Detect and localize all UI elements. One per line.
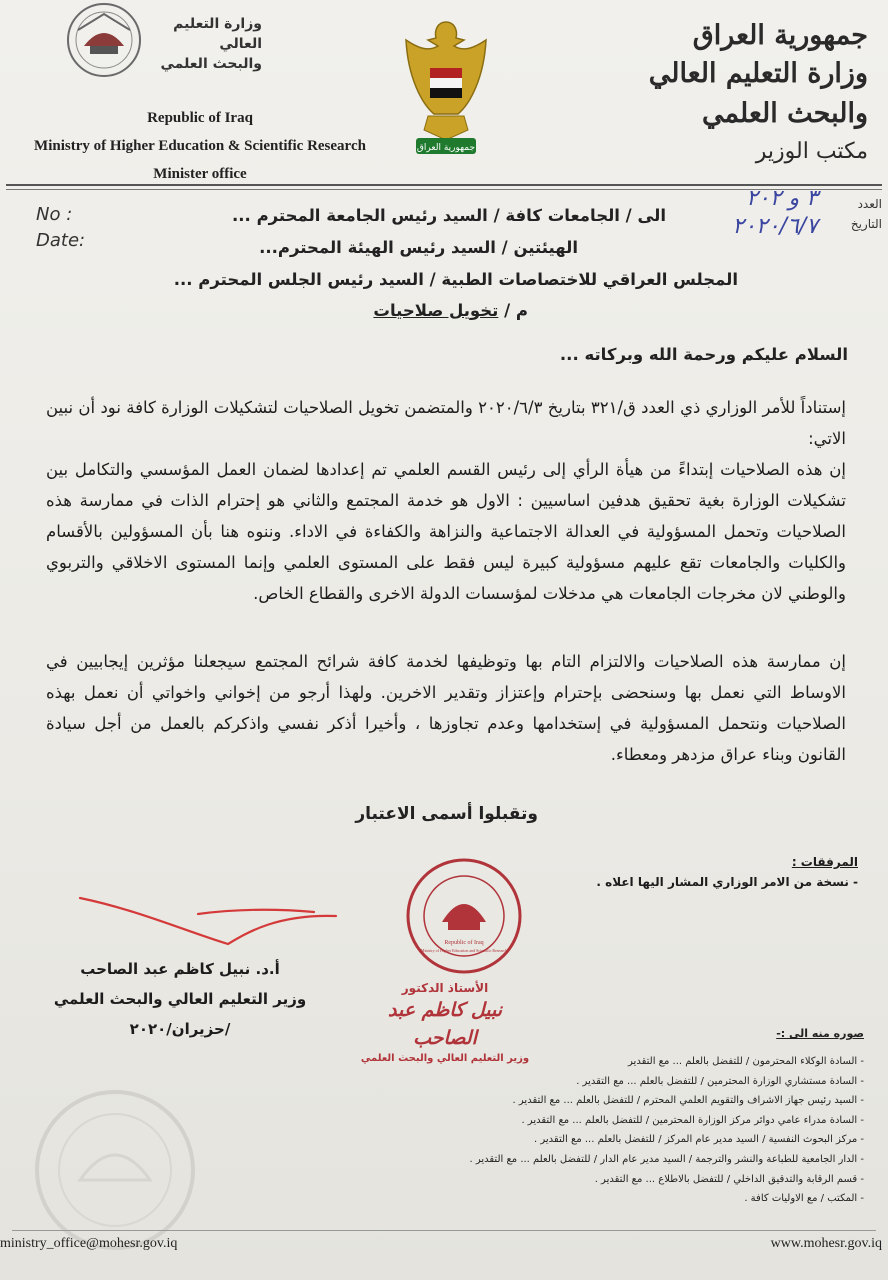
subject-prefix: م / — [504, 301, 528, 320]
copy-recipient: - الدار الجامعية للطباعة والنشر والترجمة / السيد مدير عام الدار / للتفضل بالعلم ... مع التقدير . — [469, 1153, 864, 1165]
arabic-ministry: وزارة التعليم العالي والبحث العلمي — [648, 58, 868, 129]
ministry-red-seal-icon — [404, 856, 524, 976]
date-label-ar: التاريخ — [850, 217, 882, 231]
footer-website: www.mohesr.gov.iq — [770, 1236, 882, 1251]
copy-recipient: - السادة مستشاري الوزارة المحترمين / للتفضل بالعلم ... مع التقدير . — [576, 1075, 864, 1087]
attachments-label: المرفقات : — [791, 855, 858, 869]
english-ministry: Ministry of Higher Education & Scientific Research — [34, 138, 366, 154]
ref-labels-ar — [822, 194, 882, 234]
attachments-block — [558, 852, 858, 892]
embossed-seal-icon — [20, 1080, 210, 1250]
greeting: السلام عليكم ورحمة الله وبركاته ... — [559, 345, 848, 364]
subject-text: تخويل صلاحيات — [373, 301, 499, 320]
copy-recipient: - السادة مدراء عامي دوائر مركز الوزارة المحترمين / للتفضل بالعلم ... مع التقدير . — [521, 1114, 864, 1126]
body-paragraph: إن ممارسة هذه الصلاحيات والالتزام التام بها وتوظيفها لخدمة كافة شرائح المجتمع سيجعلنا مؤثرين إيجابيين في الاوساط التي نعمل بها وسنحضى بإحترام وإعتزاز وتقدير الاخرين. ولهذا أرجو من إخواني واخواتي أن نعمل بهذه الصلاحيات ونتحمل المسؤولية في إستخدامها وعدم تجاوزها ، وأخيرا أذكر نفسي واذكركم بالعمل من أجل سيادة القانون وبناء عراق مزدهر ومعطاء. — [46, 652, 846, 764]
footer-email: ministry_office@mohesr.gov.iq — [0, 1236, 178, 1251]
ref-labels-en — [36, 202, 126, 254]
no-label-ar: العدد — [857, 197, 882, 211]
handwritten-signature-icon — [78, 892, 338, 952]
signer-title: وزير التعليم العالي والبحث العلمي — [53, 990, 307, 1008]
arabic-letterhead — [608, 18, 868, 170]
copy-recipient: - السيد رئيس جهاز الاشراف والتقويم العلمي المحترم / للتفضل بالعلم ... مع التقدير . — [512, 1095, 864, 1107]
signer-name: أ.د. نبيل كاظم عبد الصاحب — [80, 960, 280, 978]
ref-number-value: ٣ و ٢٠٢ — [746, 186, 818, 211]
ref-date-value: ٢٠٢٠/٦/٧ — [732, 214, 818, 239]
iraq-eagle-emblem-icon — [398, 18, 494, 158]
stamp-title: الأستاذ الدكتور — [401, 981, 489, 995]
footer-divider — [12, 1230, 876, 1231]
subject-line — [228, 296, 528, 326]
english-office: Minister office — [153, 166, 247, 182]
attachment-item: - نسخة من الامر الوزاري المشار اليها اعلاه . — [596, 875, 858, 889]
english-letterhead — [0, 104, 400, 188]
copies-list — [404, 1052, 864, 1209]
no-label-en: No : — [36, 204, 73, 225]
copy-recipient: - المكتب / مع الاوليات كافة . — [744, 1193, 864, 1205]
addressee-line: الهيئتين / السيد رئيس الهيئة المحترم... — [259, 238, 578, 257]
copy-recipient: - قسم الرقابة والتدقيق الداخلي / للتفضل بالاطلاع ... مع التقدير . — [594, 1173, 864, 1185]
eagle-banner-text: جمهورية العراق — [416, 143, 476, 153]
body-paragraph: إن هذه الصلاحيات إبتداءً من هيأة الرأي إلى رئيس القسم العلمي تم إعدادها لضمان العمل المؤسسي والتكامل بين تشكيلات الوزارة بغية تحقيق هدفين اساسيين : الاول هو خدمة المجتمع والثاني هو إحترام الذات في ممارسة هذه الصلاحيات وتحمل المسؤولية في العدالة الاجتماعية والنزاهة والكفاءة في الاداء. وننوه هنا بأن المسؤولين بالأقسام والكليات والجامعات تقع عليهم مسؤولية كبيرة ليس فقط على المستوى العلمي وإنما المستوى الاخلاقي والتربوي والوطني لان مخرجات الجامعات هي مدخلات لمؤسسات الدولة الاخرى والقطاع الخاص. — [46, 460, 846, 603]
body-paragraph: إستناداً للأمر الوزاري ذي العدد ق/٣٢١ بتاريخ ٢٠٢٠/٦/٣ والمتضمن تخويل الصلاحيات لتشكيلات الوزارة كافة نود أن نبين الاتي: — [46, 398, 846, 448]
copy-recipient: - السادة الوكلاء المحترمون / للتفضل بالعلم ... مع التقدير — [628, 1056, 864, 1067]
ministry-logo-text — [142, 14, 262, 74]
signature-date: /حزيران/٢٠٢٠ — [129, 1020, 231, 1038]
arabic-office: مكتب الوزير — [755, 139, 868, 164]
addressee-line: الى / الجامعات كافة / السيد رئيس الجامعة المحترم ... — [232, 206, 666, 225]
signature-block — [40, 954, 320, 1044]
english-republic: Republic of Iraq — [147, 110, 253, 126]
seal-text-en: Republic of Iraq — [444, 940, 484, 946]
arabic-republic: جمهورية العراق — [692, 20, 868, 51]
stamp-name: نبيل كاظم عبد الصاحب — [387, 999, 503, 1049]
addressee-line: المجلس العراقي للاختصاصات الطبية / السيد رئيس الجلس المحترم ... — [173, 270, 738, 289]
logo-text-line: والبحث العلمي — [160, 56, 262, 72]
closing-line: وتقبلوا أسمى الاعتبار — [355, 804, 538, 824]
stamp-role: وزير التعليم العالي والبحث العلمي — [360, 1053, 530, 1064]
date-label-en: Date: — [36, 230, 86, 251]
seal-text-en: Ministry of Higher Education and Scientific Research — [420, 948, 508, 953]
copy-recipient: - مركز البحوث النفسية / السيد مدير عام المركز / للتفضل بالعلم ... مع التقدير . — [534, 1134, 864, 1146]
copies-label: صوره منه الى :- — [776, 1027, 864, 1040]
logo-text-line: وزارة التعليم العالي — [173, 16, 262, 52]
